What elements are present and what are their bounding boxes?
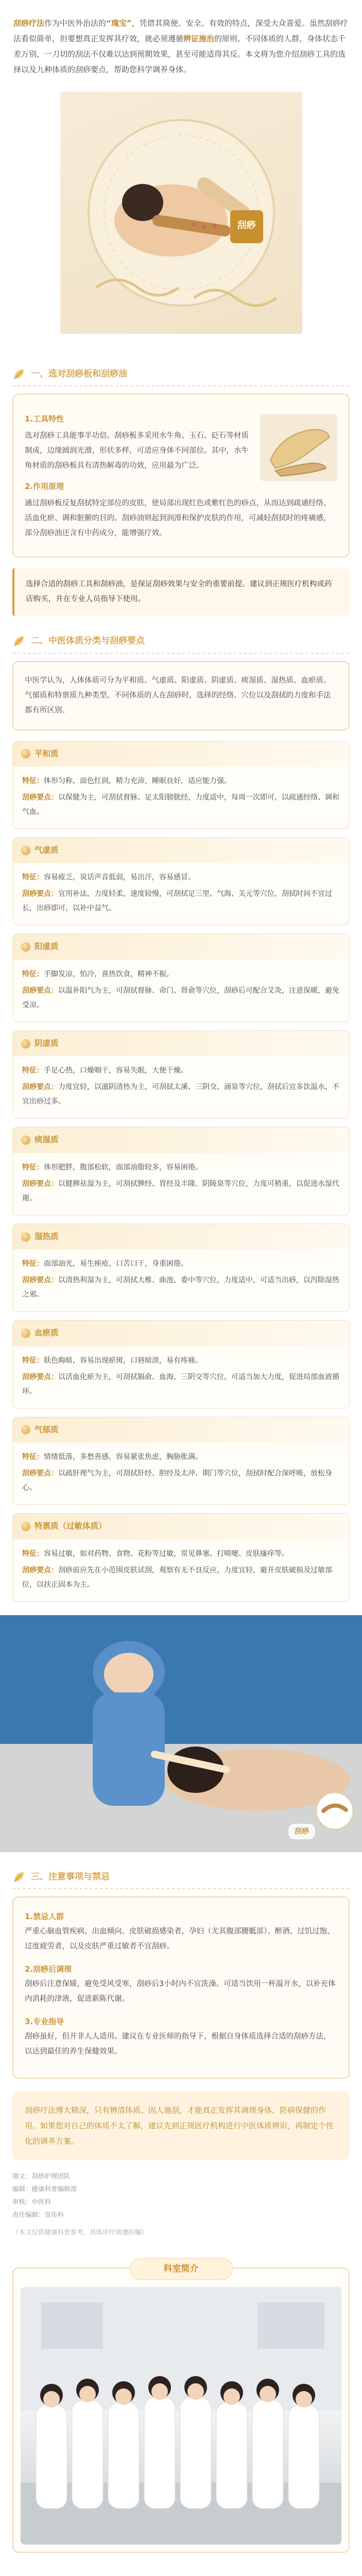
leaf-icon (12, 634, 26, 648)
hero-wrap (0, 87, 362, 349)
bullet-dot-icon (21, 1425, 30, 1434)
constitution-feature (22, 1257, 340, 1271)
constitution-name: 阴虚质 (35, 1038, 59, 1048)
constitution-block (12, 1030, 350, 1118)
intro-text-1: 作为中医外治法的 (44, 19, 107, 28)
constitution-body (13, 1443, 349, 1504)
procedure-card (12, 1896, 350, 2079)
method-tag: 刮痧要点： (22, 1566, 58, 1574)
credit-line: 编辑：健康科普编辑部 (12, 2184, 77, 2193)
procedure-text: 严重心脑血管疾病、出血倾向、皮肤破损感染者，孕妇（尤其腹部腰骶部）、醉酒、过饥过饱、过度疲劳者，以及皮肤严重过敏者不宜刮痧。 (25, 1927, 335, 1951)
method-text: 以清热利湿为主，可刮拭大椎、曲池、委中等穴位，力度适中，可适当出痧，以泻除湿热之邪。 (22, 1276, 339, 1299)
procedure-item (25, 1961, 337, 2007)
intro-term: 刮痧疗法 (13, 19, 45, 28)
feature-tag: 特征： (22, 970, 44, 978)
constitution-body (13, 1153, 349, 1215)
group-photo-icon (21, 2287, 341, 2545)
method-text: 以活血化瘀为主，可刮拭膈俞、血海、三阴交等穴位，可适当加大力度，促进局部血液循环。 (22, 1372, 339, 1396)
constitution-block (12, 837, 350, 925)
constitution-block (12, 1127, 350, 1215)
constitution-body (13, 767, 349, 828)
constitution-block (12, 1417, 350, 1505)
constitution-head (13, 934, 349, 959)
leaf-icon (12, 1870, 26, 1884)
bullet-dot-icon (21, 749, 30, 758)
constitution-list (0, 741, 362, 1602)
constitution-body (13, 863, 349, 925)
intro-highlight-2: 辨证施治 (183, 34, 215, 43)
tools-card (12, 394, 350, 557)
section-heading-tools (12, 363, 350, 386)
constitution-method (22, 1273, 340, 1302)
method-text: 宜用补法，力度轻柔，速度较慢，可刮拭足三里、气海、关元等穴位，刮拭时间不宜过长，出痧即可，以补中益气。 (22, 890, 332, 913)
constitution-method (22, 1563, 340, 1592)
constitution-head (13, 741, 349, 767)
scraping-board-image (260, 414, 337, 481)
procedure-text: 刮痧虽好，但并非人人适用。建议在专业医师的指导下，根据自身体质选择合适的刮痧方法，以达到最佳的养生保健效果。 (25, 2032, 331, 2056)
credit-line: 责任编辑：宣传科 (12, 2210, 64, 2218)
constitution-method (22, 1466, 340, 1495)
tool-principle-title: 2.作用原理 (25, 482, 64, 492)
constitution-feature (22, 1547, 340, 1561)
constitution-method (22, 790, 340, 819)
tool-feature-title: 1.工具特性 (25, 414, 64, 424)
constitution-feature (22, 1450, 340, 1464)
method-text: 以温补阳气为主，可刮拭督脉、命门、肾俞等穴位，刮痧后可配合艾灸，注意保暖，避免受凉。 (22, 986, 339, 1009)
constitution-name: 特禀质（过敏体质） (35, 1521, 107, 1531)
method-text: 刮痧前应先在小范围皮肤试刮，观察有无不良反应，力度宜轻，避开皮肤破损及过敏部位，以扶正固本为主。 (22, 1566, 332, 1589)
method-tag: 刮痧要点： (22, 1179, 58, 1188)
constitution-head (13, 838, 349, 863)
constitution-feature (22, 774, 340, 788)
treatment-photo (0, 1615, 362, 1852)
summary-text: 选择合适的刮痧工具和刮痧油，是保证刮痧效果与安全的重要前提。建议到正规医疗机构或药店购买，并在专业人员指导下使用。 (26, 580, 332, 604)
bullet-dot-icon (21, 846, 30, 855)
hero-logo-text: 刮痧 (237, 220, 256, 231)
constitution-head (13, 1417, 349, 1443)
section-heading-constitutions (12, 630, 350, 653)
constitution-head (13, 1127, 349, 1153)
constitution-block (12, 1513, 350, 1601)
department-title: 科室简介 (130, 2258, 233, 2280)
bullet-dot-icon (21, 1329, 30, 1338)
treatment-photo-icon (0, 1615, 362, 1852)
hero-illustration (60, 92, 302, 334)
tool-principle-text: 通过刮痧板反复刮拭特定部位的皮肤，使局部出现红色或紫红色的痧点，从而达到疏通经络、活血化瘀、调和脏腑的目的。刮痧油则起到润滑和保护皮肤的作用，可减轻刮拭时的疼痛感，部分刮痧油还含有中药成分，能增强疗效。 (25, 499, 331, 538)
disclaimer-note: （本文仅供健康科普参考，具体诊疗请遵医嘱） (12, 2228, 148, 2236)
method-text: 以疏肝理气为主，可刮拭肝经、胆经及太冲、期门等穴位，刮拭时配合深呼吸，放松身心。 (22, 1469, 332, 1493)
feature-tag: 特征： (22, 1066, 44, 1075)
method-tag: 刮痧要点： (22, 890, 58, 899)
constitution-feature (22, 870, 340, 885)
procedure-title: 3.专业指导 (25, 2016, 64, 2026)
section-title: 二、中医体质分类与刮痧要点 (31, 636, 145, 647)
procedure-item (25, 2014, 337, 2059)
method-tag: 刮痧要点： (22, 1276, 58, 1285)
credits (12, 2170, 350, 2221)
constitution-head (13, 1320, 349, 1346)
method-tag: 刮痧要点： (22, 1372, 58, 1381)
section-title: 一、选对刮痧板和刮痧油 (31, 369, 127, 379)
constitution-name: 平和质 (35, 749, 59, 758)
constitution-body (13, 1539, 349, 1601)
bullet-dot-icon (21, 1136, 30, 1145)
procedure-item (25, 1909, 337, 1954)
feature-tag: 特征： (22, 1356, 44, 1365)
section-title: 三、注意事项与禁忌 (31, 1871, 110, 1882)
credit-line: 审核：中医科 (12, 2197, 51, 2206)
bullet-dot-icon (21, 1522, 30, 1531)
constitution-body (13, 1249, 349, 1311)
constitution-method (22, 1370, 340, 1399)
constitution-method (22, 984, 340, 1012)
closing-text: 刮痧疗法博大精深，只有辨清体质、因人施刮，才能真正发挥其调理身体、防病保健的作用。如果您对自己的体质不太了解，建议先到正规医疗机构进行中医体质辨识，再制定个性化的调养方案。 (25, 2105, 334, 2146)
method-text: 以健脾祛湿为主，可刮拭脾经、胃经及丰隆、阴陵泉等穴位，力度可稍重，以促进水湿代谢。 (22, 1179, 339, 1202)
procedure-text: 刮痧后注意保暖，避免受风受寒，刮痧后3小时内不宜洗澡。可适当饮用一杯温开水，以补充体内消耗的津液，促进新陈代谢。 (25, 1979, 336, 2003)
method-text: 以保健为主，可刮拭督脉、足太阳膀胱经，力度适中，每周一次即可，以疏通经络、调和气血。 (22, 793, 339, 817)
constitution-method (22, 1080, 340, 1109)
constitution-name: 气虚质 (35, 845, 59, 855)
feature-tag: 特征： (22, 873, 44, 882)
procedure-title: 2.刮痧后调理 (25, 1964, 72, 1974)
closing-paragraph (12, 2091, 350, 2160)
feature-text: 体形肥胖，腹部松软，面部油脂较多，容易困倦。 (44, 1163, 202, 1172)
constitution-name: 血瘀质 (35, 1328, 59, 1338)
feature-text: 容易疲乏，说话声音低弱，易出汗，容易感冒。 (44, 873, 195, 882)
feature-text: 手足心热，口燥咽干，容易失眠，大便干燥。 (44, 1066, 188, 1075)
method-tag: 刮痧要点： (22, 1469, 58, 1478)
constitution-method (22, 1177, 340, 1206)
constitution-block (12, 1224, 350, 1312)
method-tag: 刮痧要点： (22, 1083, 58, 1092)
constitution-feature (22, 967, 340, 981)
feature-text: 肤色晦暗，容易出现瘀斑，口唇暗淡，易有疼痛。 (44, 1356, 202, 1365)
method-tag: 刮痧要点： (22, 793, 58, 802)
constitution-body (13, 960, 349, 1022)
bullet-dot-icon (21, 942, 30, 952)
constitution-body (13, 1346, 349, 1408)
constitution-method (22, 887, 340, 916)
group-photo (21, 2287, 341, 2545)
feature-text: 面部油光，易生痤疮，口苦口干，身重困倦。 (44, 1260, 188, 1268)
method-tag: 刮痧要点： (22, 986, 58, 995)
constitutions-intro: 中医学认为，人体体质可分为平和质、气虚质、阳虚质、阴虚质、痰湿质、湿热质、血瘀质、气郁质和特禀质九种类型。不同体质的人在刮痧时，选择的经络、穴位以及刮拭的力度和手法都有所区别。 (25, 676, 331, 715)
photo-caption: 刮痧 (288, 1824, 315, 1840)
intro-highlight-1: “瑰宝” (106, 19, 132, 28)
scraping-board-icon (260, 414, 337, 481)
constitution-body (13, 1056, 349, 1118)
constitution-head (13, 1514, 349, 1539)
constitution-head (13, 1224, 349, 1249)
intro-text-2: ，凭借其简便、安全、有效的特点，深受大众喜爱。虽然刮痧疗法看似简单，但要想真正发挥其疗效，就必须遵循 (13, 19, 348, 43)
feature-tag: 特征： (22, 1260, 44, 1268)
feature-tag: 特征： (22, 777, 44, 786)
constitution-feature (22, 1063, 340, 1078)
constitution-name: 湿热质 (35, 1231, 59, 1241)
intro-paragraph (0, 0, 362, 87)
procedure-list (25, 1909, 337, 2059)
feature-text: 情绪低落，多愁善感，容易紧张焦虑，胸胁胀满。 (44, 1453, 202, 1462)
feature-tag: 特征： (22, 1163, 44, 1172)
credit-line: 图文：刮痧护理团队 (12, 2172, 71, 2180)
feature-tag: 特征： (22, 1549, 44, 1558)
constitutions-card (12, 661, 350, 731)
feature-text: 手脚发凉，怕冷，喜热饮食，精神不振。 (44, 970, 174, 978)
method-text: 力度宜轻，以滋阴清热为主，可刮拭太溪、三阴交、涌泉等穴位，刮拭后宜多饮温水，不宜出痧过多。 (22, 1083, 339, 1106)
tools-summary (12, 568, 350, 616)
hero-art-icon (60, 92, 302, 334)
constitution-name: 痰湿质 (35, 1135, 59, 1145)
intro-text-3: 的原则。不同体质的人群，身体状态千差万别，一刀切的刮法不仅难以达到预期效果，甚至可能适得其反。本文将为您介绍刮痧工具的选择以及九种体质的刮痧要点，帮助您科学调养身体。 (13, 34, 346, 74)
constitution-block (12, 741, 350, 829)
constitution-feature (22, 1353, 340, 1368)
feature-text: 容易过敏，如对药物、食物、花粉等过敏，常见鼻塞、打喷嚏、皮肤瘙痒等。 (44, 1549, 289, 1558)
procedure-title: 1.禁忌人群 (25, 1911, 64, 1921)
constitution-name: 阳虚质 (35, 942, 59, 952)
bullet-dot-icon (21, 1039, 30, 1048)
constitution-feature (22, 1160, 340, 1175)
department-section (12, 2263, 350, 2553)
constitution-block (12, 934, 350, 1022)
feature-tag: 特征： (22, 1453, 44, 1462)
bullet-dot-icon (21, 1232, 30, 1242)
constitution-head (13, 1031, 349, 1056)
constitution-name: 气郁质 (35, 1425, 59, 1434)
section-heading-procedure (12, 1866, 350, 1889)
tool-feature-text: 选对刮痧工具能事半功倍。刮痧板多采用水牛角、玉石、砭石等材质制成，边缘圆润光滑，形状多样，可适应身体不同部位。其中，水牛角材质的刮痧板具有清热解毒的功效，应用最为广泛。 (25, 432, 249, 470)
feature-text: 体形匀称，面色红润，精力充沛，睡眠良好，适应能力强。 (44, 777, 231, 786)
constitution-block (12, 1320, 350, 1408)
leaf-icon (12, 367, 26, 381)
